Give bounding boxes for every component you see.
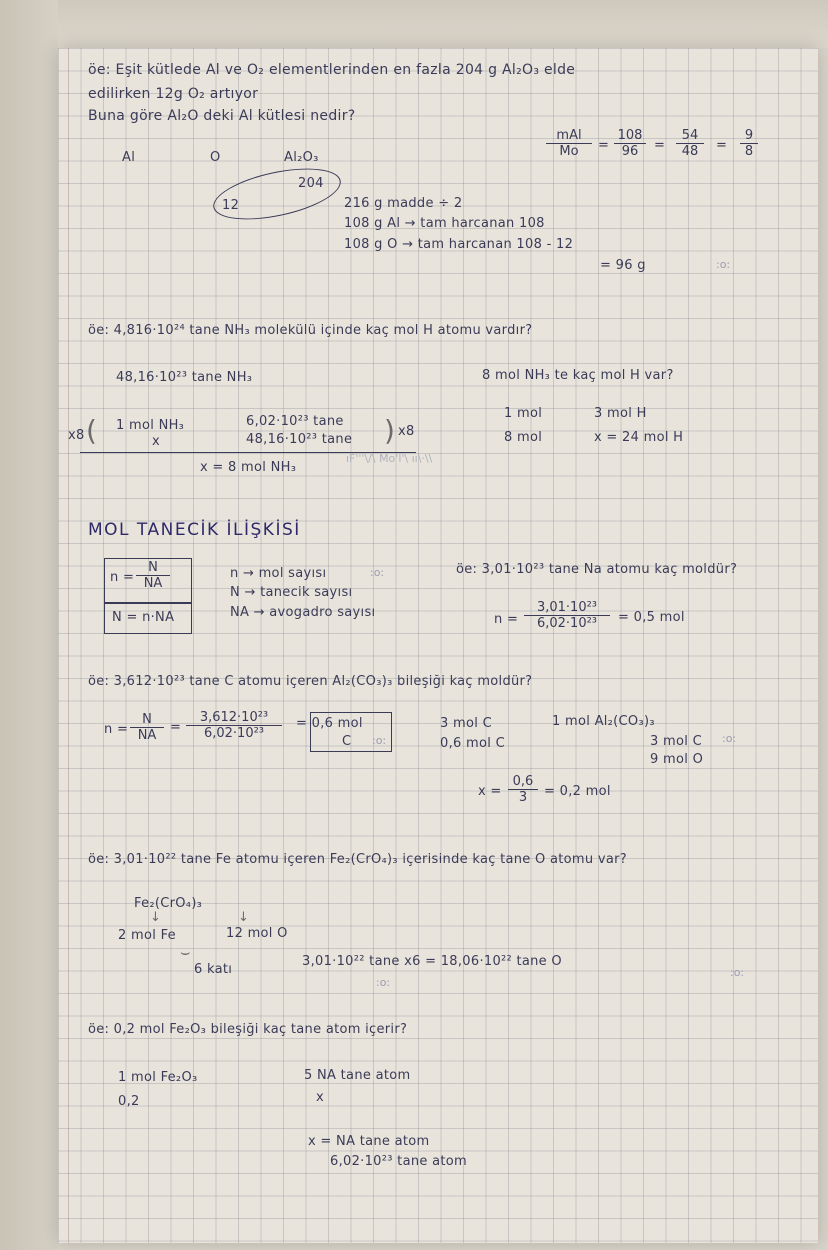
q3-question: öe: 3,01·10²³ tane Na atomu kaç moldür?: [456, 562, 738, 577]
q1-col-al: Al: [122, 150, 136, 165]
q1-ratio-3-num: 9: [740, 128, 758, 144]
q5-o-mol: 12 mol O: [226, 926, 288, 941]
q4-val-frac: [186, 710, 282, 741]
q1-ratio-1-den: 96: [621, 144, 639, 159]
q1-ratio-1: [614, 128, 646, 159]
q4-x-frac: [508, 774, 538, 805]
q1-line2: edilirken 12g O₂ artıyor: [88, 86, 259, 102]
q1-col-o: O: [210, 150, 221, 165]
section-title: MOL TANECİK İLİŞKİSİ: [88, 520, 301, 540]
faint-bleed: ıF'''\/\ Mo'l'\ ıı\·\\: [346, 452, 433, 465]
q1-ratio-1-num: 108: [614, 128, 646, 144]
faint-mark: :o:: [722, 732, 737, 745]
q6-res1: x = NA tane atom: [308, 1134, 430, 1149]
q4-x-res: = 0,2 mol: [544, 784, 611, 799]
q1-ratio-lhs-num: mAl: [546, 128, 592, 144]
faint-mark: :o:: [370, 566, 385, 579]
q1-val-12: 12: [222, 198, 240, 213]
q6-right1: 5 NA tane atom: [304, 1068, 411, 1083]
def1: n → mol sayısı: [230, 566, 327, 581]
q1-ratio-2-den: 48: [681, 144, 699, 159]
q1-step2: 108 g Al → tam harcanan 108: [344, 216, 545, 231]
q1-col-al2o3: Al₂O₃: [284, 150, 319, 165]
q2-r-row2-a: 8 mol: [504, 430, 543, 445]
q2-right-head: 8 mol NH₃ te kaç mol H var?: [482, 368, 674, 383]
q4-mid-row1: 3 mol C: [440, 716, 492, 731]
q1-eq3: =: [716, 138, 728, 153]
q1-step4: = 96 g: [600, 258, 646, 273]
q2-r-row1-b: 3 mol H: [594, 406, 647, 421]
q4-right-row1: 1 mol Al₂(CO₃)₃: [552, 714, 655, 729]
q5-curve: ⌣: [180, 942, 191, 961]
q2-mult-right: x8: [398, 424, 415, 439]
q1-eq1: =: [598, 138, 610, 153]
paren-open: (: [86, 414, 98, 447]
q4-n-frac: [130, 712, 164, 743]
q3-num: 3,01·10²³: [524, 600, 610, 616]
formula1-num: N: [136, 560, 170, 576]
q4-boxed-bot: C: [342, 734, 352, 749]
q1-ratio-3-den: 8: [744, 144, 754, 159]
q2-r-row1-a: 1 mol: [504, 406, 543, 421]
q4-right-row2: 3 mol C: [650, 734, 702, 749]
q1-line3: Buna göre Al₂O deki Al kütlesi nedir?: [88, 108, 356, 124]
q1-ratio-2-num: 54: [676, 128, 704, 144]
formula1-frac: [136, 560, 170, 591]
q1-step3: 108 g O → tam harcanan 108 - 12: [344, 237, 574, 252]
q2-question: öe: 4,816·10²⁴ tane NH₃ molekülü içinde kaç mol H atomu vardır?: [88, 323, 533, 338]
q4-right-row3: 9 mol O: [650, 752, 704, 767]
def3: NA → avogadro sayısı: [230, 605, 376, 620]
q4-question: öe: 3,612·10²³ tane C atomu içeren Al₂(CO₃)₃ bileşiği kaç moldür?: [88, 674, 533, 689]
background-left: [0, 0, 58, 1250]
formula1-lhs: n =: [110, 570, 135, 585]
q5-arrow-left: ↓: [150, 910, 162, 925]
q4-val-num: 3,612·10²³: [186, 710, 282, 726]
q2-result: x = 8 mol NH₃: [200, 460, 297, 475]
paren-close: ): [384, 414, 396, 447]
formula1-den: NA: [143, 576, 163, 591]
q4-x-den: 3: [518, 790, 528, 805]
q1-ratio-3: [740, 128, 758, 159]
q3-frac: [524, 600, 610, 631]
q2-mult-left: x8: [68, 428, 85, 443]
q3-result: = 0,5 mol: [618, 610, 685, 625]
q3-den: 6,02·10²³: [536, 616, 598, 631]
q2-row1-mid: 6,02·10²³ tane: [246, 414, 344, 429]
q4-n-den: NA: [137, 728, 157, 743]
q5-formula: Fe₂(CrO₄)₃: [134, 896, 203, 911]
q1-step1: 216 g madde ÷ 2: [344, 196, 463, 211]
q1-ratio-lhs: [546, 128, 592, 159]
q5-question: öe: 3,01·10²² tane Fe atomu içeren Fe₂(CrO₄)₃ içerisinde kaç tane O atomu var?: [88, 852, 627, 867]
q1-ratio-2: [676, 128, 704, 159]
q2-row2-left: x: [152, 434, 160, 449]
q4-x-num: 0,6: [508, 774, 538, 790]
q1-line1: öe: Eşit kütlede Al ve O₂ elementlerinden en fazla 204 g Al₂O₃ elde: [88, 62, 576, 78]
q5-arrow-right: ↓: [238, 910, 250, 925]
q1-val-204: 204: [298, 176, 324, 191]
q2-r-row2-b: x = 24 mol H: [594, 430, 684, 445]
def2: N → tanecik sayısı: [230, 585, 353, 600]
faint-mark: :o:: [376, 976, 391, 989]
q1-eq2: =: [654, 138, 666, 153]
q4-n-num: N: [130, 712, 164, 728]
q4-val-den: 6,02·10²³: [203, 726, 265, 741]
q6-right2: x: [316, 1090, 324, 1105]
margin-line: [68, 48, 69, 1243]
q6-left1: 1 mol Fe₂O₃: [118, 1070, 198, 1085]
q5-ratio: 6 katı: [194, 962, 233, 977]
faint-mark: :o:: [372, 734, 387, 747]
q6-left2: 0,2: [118, 1094, 140, 1109]
q4-n-lhs: n =: [104, 722, 129, 737]
q4-x-lhs: x =: [478, 784, 502, 799]
q2-row2-mid: 48,16·10²³ tane: [246, 432, 353, 447]
q2-row1-left: 1 mol NH₃: [116, 418, 185, 433]
q5-calc: 3,01·10²² tane x6 = 18,06·10²² tane O: [302, 954, 562, 969]
q6-res2: 6,02·10²³ tane atom: [330, 1154, 467, 1169]
q2-left-head: 48,16·10²³ tane NH₃: [116, 370, 253, 385]
formula2: N = n·NA: [112, 610, 175, 625]
q4-boxed-top: = 0,6 mol: [296, 716, 363, 731]
faint-mark: :o:: [730, 966, 745, 979]
faint-mark: :o:: [716, 258, 731, 271]
q1-ratio-lhs-den: Mo: [559, 144, 579, 159]
q4-mid-row2: 0,6 mol C: [440, 736, 505, 751]
q3-lhs: n =: [494, 612, 519, 627]
q5-fe-mol: 2 mol Fe: [118, 928, 176, 943]
q4-eq: =: [170, 720, 182, 735]
background-top: [0, 0, 828, 48]
q6-question: öe: 0,2 mol Fe₂O₃ bileşiği kaç tane atom içerir?: [88, 1022, 408, 1037]
